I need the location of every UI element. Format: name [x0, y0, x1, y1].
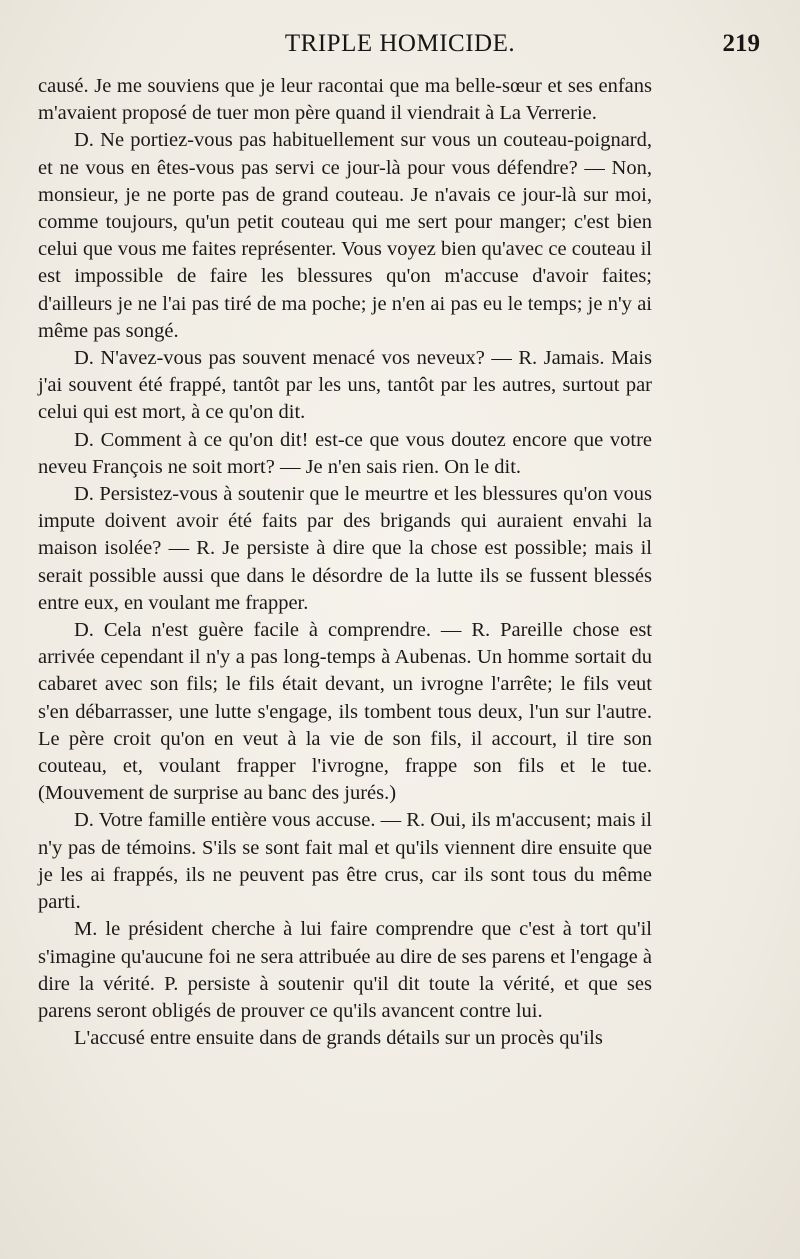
- running-title: TRIPLE HOMICIDE.: [284, 30, 516, 57]
- body-text: [38, 73, 652, 1052]
- paragraph: D. N'avez-vous pas souvent menacé vos neveux? — R. Jamais. Mais j'ai souvent été frappé, tantôt par les uns, tantôt par les autres, surtout par celui qui est mort, à ce qu'on dit.: [38, 347, 652, 424]
- paragraph: D. Cela n'est guère facile à comprendre. — R. Pareille chose est arrivée cependant il n'y a pas long-temps à Aubenas. Un homme sortait du cabaret avec son fils; le fils était devant, un ivrogne l'arrête; le fils veut s'en débarrasser, une lutte s'engage, ils tombent tous deux, l'un sur l'autre. Le père croit qu'on en veut à la vie de son fils, il accourt, il tire son couteau, et, voulant frapper l'ivrogne, frappe son fils et le tue. (Mouvement de surprise au banc des jurés.): [38, 619, 652, 805]
- paragraph: D. Votre famille entière vous accuse. — R. Oui, ils m'accusent; mais il n'y pas de témoins. S'ils se sont fait mal et qu'ils viennent dire ensuite que je les ai frappés, ils ne peuvent pas être crus, car ils sont tous du même parti.: [38, 809, 652, 914]
- paragraph: L'accusé entre ensuite dans de grands détails sur un procès qu'ils: [74, 1027, 603, 1050]
- paragraph: M. le président cherche à lui faire comprendre que c'est à tort qu'il s'imagine qu'aucune foi ne sera attribuée au dire de ses parens et l'engage à dire la vérité. P. persiste à soutenir qu'il dit toute la vérité, et que ses parens seront obligés de prouver ce qu'ils avancent contre lui.: [38, 918, 652, 1022]
- page-number: 219: [722, 30, 760, 57]
- paragraph: causé. Je me souviens que je leur racontai que ma belle-sœur et ses enfans m'avaient proposé de tuer mon père quand il viendrait à La Verrerie.: [38, 75, 652, 125]
- paragraph: D. Ne portiez-vous pas habituellement sur vous un couteau-poignard, et ne vous en êtes-vous pas servi ce jour-là pour vous défendre? — Non, monsieur, je ne porte pas de grand couteau. Je n'avais ce jour-là sur moi, comme toujours, qu'un petit couteau qui me sert pour manger; c'est bien celui que vous me faites représenter. Vous voyez bien qu'avec ce couteau il est impossible de faire les blessures qu'on m'accuse d'avoir faites; d'ailleurs je ne l'ai pas tiré de ma poche; je n'en ai pas eu le temps; je n'y ai même pas songé.: [38, 129, 652, 342]
- paragraph: D. Persistez-vous à soutenir que le meurtre et les blessures qu'on vous impute doivent avoir été faits par des brigands qui auraient envahi la maison isolée? — R. Je persiste à dire que la chose est possible; mais il serait possible aussi que dans le désordre de la lutte ils se fussent blessés entre eux, en voulant me frapper.: [38, 483, 652, 614]
- paragraph: D. Comment à ce qu'on dit! est-ce que vous doutez encore que votre neveu François ne soit mort? — Je n'en sais rien. On le dit.: [38, 428, 652, 478]
- running-head: [40, 30, 760, 66]
